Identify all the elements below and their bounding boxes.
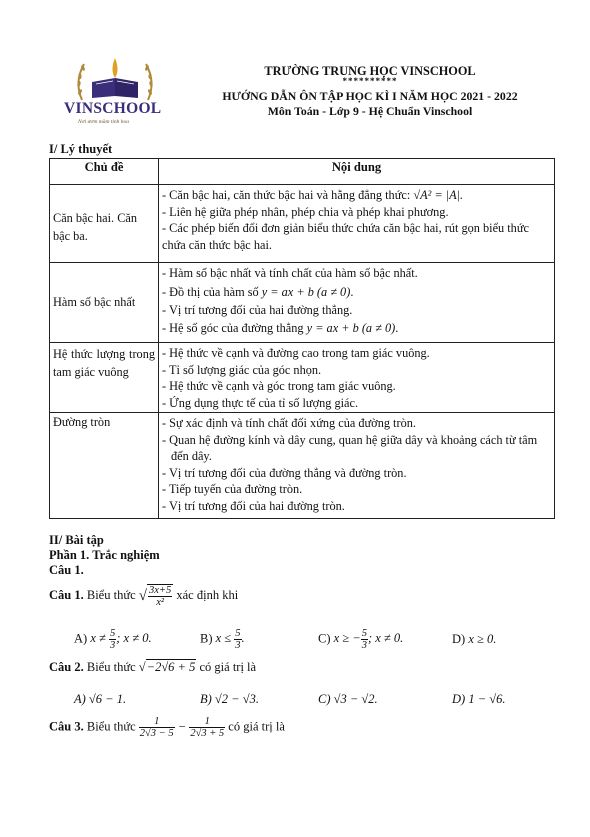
topic-cell: Hệ thức lượng trong tam giác vuông xyxy=(50,343,159,413)
content-line: - Ứng dụng thực tế của tỉ số lượng giác. xyxy=(162,395,359,410)
option-label: B) xyxy=(200,631,213,646)
content-line: - Đồ thị của hàm số y = ax + b (a ≠ 0). xyxy=(162,284,354,299)
question-text: Biểu thức xyxy=(86,660,136,674)
answer-option: C) √3 − √2. xyxy=(318,692,378,706)
option-label: C) xyxy=(318,631,331,646)
content-line: - Tỉ số lượng giác của góc nhọn. xyxy=(162,362,322,377)
answer-option: A) x ≠ $\frac{5}{3}$ ; x ≠ 0. xyxy=(74,628,152,651)
question-text: Biểu thức xyxy=(86,719,136,734)
answer-option: B) √2 − √3. xyxy=(200,692,259,706)
fraction: $\frac{1}{2√3 - 5}$ xyxy=(139,716,174,739)
content-line: - Hệ thức về cạnh và đường cao trong tam giác vuông. xyxy=(162,346,430,360)
question-2 xyxy=(49,659,256,675)
sqrt-expression: √−2√6 + 5 xyxy=(138,660,196,674)
table-row xyxy=(50,185,555,263)
option-label: D) xyxy=(452,632,466,646)
content-text: - Căn bậc hai, căn thức bậc hai và hằng đẳng thức: xyxy=(162,188,411,202)
question-label: Câu 3. xyxy=(49,719,84,734)
content-text: - Hệ số góc của đường thẳng xyxy=(162,321,304,335)
content-line: - Các phép biến đổi đơn giản biểu thức chứa căn bậc hai, rút gọn biểu thức chứa căn thức bậc hai. xyxy=(162,221,529,252)
part-title: Phần 1. Trắc nghiệm xyxy=(49,548,160,562)
question-text: Biểu thức xyxy=(86,587,136,602)
identity-formula: √A² = |A|. xyxy=(413,188,464,202)
topic-cell xyxy=(50,185,159,263)
question-text: có giá trị là xyxy=(228,719,285,734)
theory-table xyxy=(49,158,555,519)
question-text: xác định khi xyxy=(176,587,239,602)
table-row xyxy=(50,413,555,519)
question-label: Câu 1. xyxy=(49,587,84,602)
question-label: Câu 2. xyxy=(49,660,84,674)
question-text: có giá trị là xyxy=(199,660,257,674)
content-cell xyxy=(159,413,555,519)
document-subtitle: Môn Toán - Lớp 9 - Hệ Chuẩn Vinschool xyxy=(267,104,473,118)
topic-cell: Hàm số bậc nhất xyxy=(50,263,159,343)
answer-option: A) √6 − 1. xyxy=(74,692,127,706)
school-name: TRƯỜNG TRUNG HỌC VINSCHOOL xyxy=(264,64,476,78)
linear-function-formula: y = ax + b (a ≠ 0) xyxy=(261,284,351,299)
table-header-row xyxy=(50,159,555,185)
logo-tagline: Nơi ươm mầm tinh hoa xyxy=(78,119,130,125)
topic-cell: Đường tròn xyxy=(50,413,159,519)
content-line: - Vị trí tương đối của hai đường tròn. xyxy=(162,498,345,513)
content-line: - Sự xác định và tính chất đối xứng của đường tròn. xyxy=(162,416,416,430)
table-row xyxy=(50,343,555,413)
content-line: - Tiếp tuyến của đường tròn. xyxy=(162,482,303,496)
option-label: A) xyxy=(74,631,88,646)
content-cell xyxy=(159,185,555,263)
section-theory-title: I/ Lý thuyết xyxy=(49,142,113,156)
header-stars: ********** xyxy=(342,76,398,86)
content-line: - Vị trí tương đối của đường thẳng và đường tròn. xyxy=(162,465,407,480)
question-heading: Câu 1. xyxy=(49,563,84,577)
sqrt-expression: √ $\frac{3x+5}{\text{x²}}$ xyxy=(138,585,172,608)
section-exercises-title: II/ Bài tập xyxy=(49,533,104,547)
question-1 xyxy=(49,584,238,608)
column-header-content: Nội dung xyxy=(159,159,555,185)
answer-option: C) x ≥ − $\frac{5}{3}$ ; x ≠ 0. xyxy=(318,628,404,651)
content-line: - Hệ số góc của đường thẳng y = ax + b (a ≠ 0). xyxy=(162,321,399,335)
content-line: - Hàm số bậc nhất và tính chất của hàm số bậc nhất. xyxy=(162,266,418,280)
topic-text: Căn bậc hai. Căn bậc ba. xyxy=(53,210,138,243)
answer-option: D) 1 − √6. xyxy=(452,692,506,706)
question-3: Câu 3. Biểu thức $\frac{1}{2√3 - 5}$ − $\frac{1}{2√3 + 5}$ có giá trị là xyxy=(49,716,285,739)
column-header-topic: Chủ đề xyxy=(50,159,159,185)
fraction: $\frac{1}{2√3 + 5}$ xyxy=(190,716,225,739)
linear-function-formula: y = ax + b (a ≠ 0) xyxy=(306,321,396,335)
content-line: - Vị trí tương đối của hai đường thẳng. xyxy=(162,302,353,317)
table-row xyxy=(50,263,555,343)
content-line: - Hệ thức về cạnh và góc trong tam giác vuông. xyxy=(162,379,396,393)
answer-option: D) x ≥ 0. xyxy=(452,632,497,646)
answer-option: B) x ≤ $\frac{5}{3}$ . xyxy=(200,628,245,651)
content-line: - Liên hệ giữa phép nhân, phép chia và phép khai phương. xyxy=(162,204,449,219)
fraction: $\frac{3x+5}{\text{x²}}$ xyxy=(149,585,172,608)
content-text: - Đồ thị của hàm số xyxy=(162,284,259,299)
content-cell xyxy=(159,343,555,413)
document-title: HƯỚNG DẪN ÔN TẬP HỌC KÌ I NĂM HỌC 2021 - 2022 xyxy=(222,89,518,103)
content-line xyxy=(162,187,551,204)
content-line: - Quan hệ đường kính và dây cung, quan hệ giữa dây và khoảng cách từ tâm đến dây. xyxy=(162,432,538,463)
logo-wordmark: VINSCHOOL xyxy=(64,100,162,117)
content-cell xyxy=(159,263,555,343)
